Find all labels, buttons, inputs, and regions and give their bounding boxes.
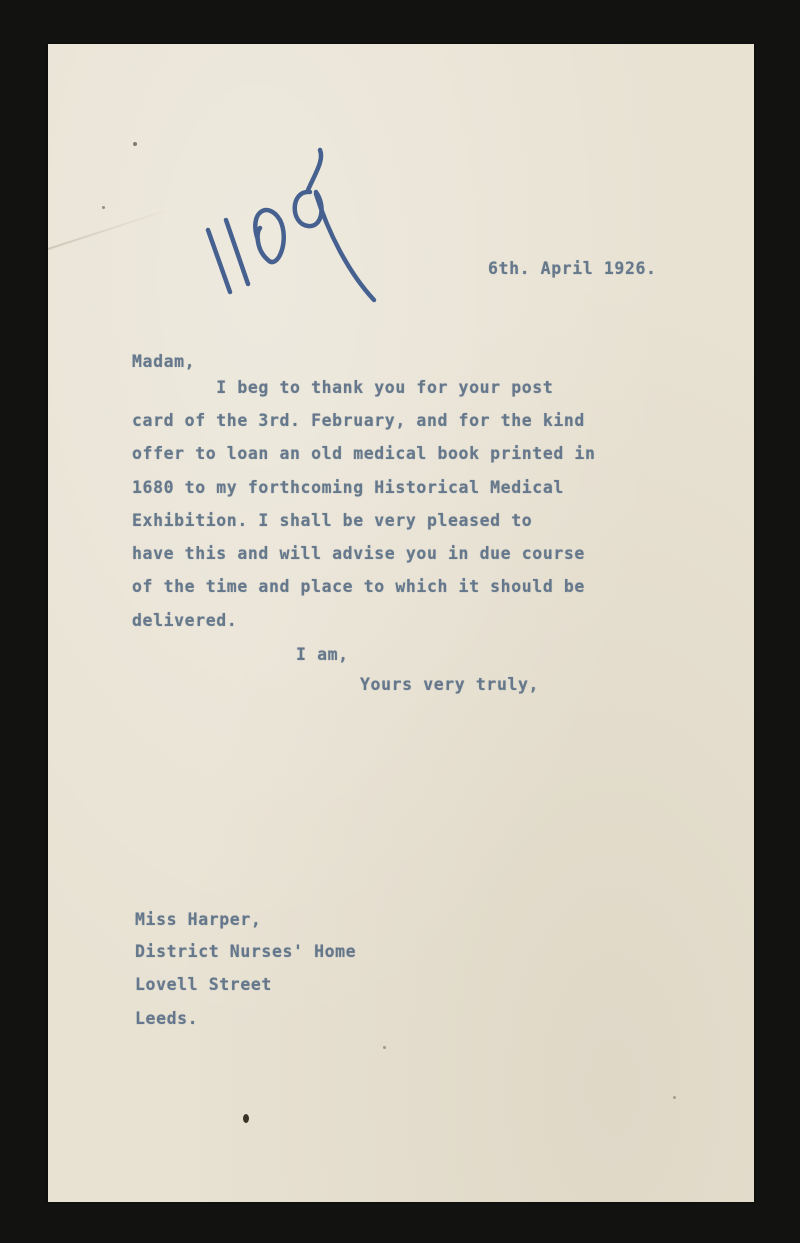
body-line: card of the 3rd. February, and for the kind — [132, 411, 585, 430]
body-line: delivered. — [132, 611, 238, 630]
body-line: I beg to thank you for your post — [132, 378, 554, 397]
paper-speck — [673, 1096, 676, 1099]
recipient-address-line: Lovell Street — [135, 975, 272, 994]
body-line: 1680 to my forthcoming Historical Medical — [132, 478, 564, 497]
letter-date: 6th. April 1926. — [488, 259, 657, 278]
recipient-address-line: District Nurses' Home — [135, 942, 357, 961]
paper-speck — [243, 1114, 249, 1123]
body-line: have this and will advise you in due course — [132, 544, 585, 563]
paper-speck — [133, 142, 137, 146]
closing-line: I am, — [296, 645, 349, 664]
salutation: Madam, — [132, 352, 196, 371]
recipient-address-line: Leeds. — [135, 1009, 199, 1028]
paper-speck — [102, 206, 105, 209]
body-line: offer to loan an old medical book printed in — [132, 444, 596, 463]
signoff: Yours very truly, — [360, 675, 540, 694]
handwritten-reference-number — [198, 142, 388, 312]
body-line: of the time and place to which it should be — [132, 577, 585, 596]
paper-speck — [383, 1046, 386, 1049]
recipient-name: Miss Harper, — [135, 910, 262, 929]
body-line: Exhibition. I shall be very pleased to — [132, 511, 533, 530]
